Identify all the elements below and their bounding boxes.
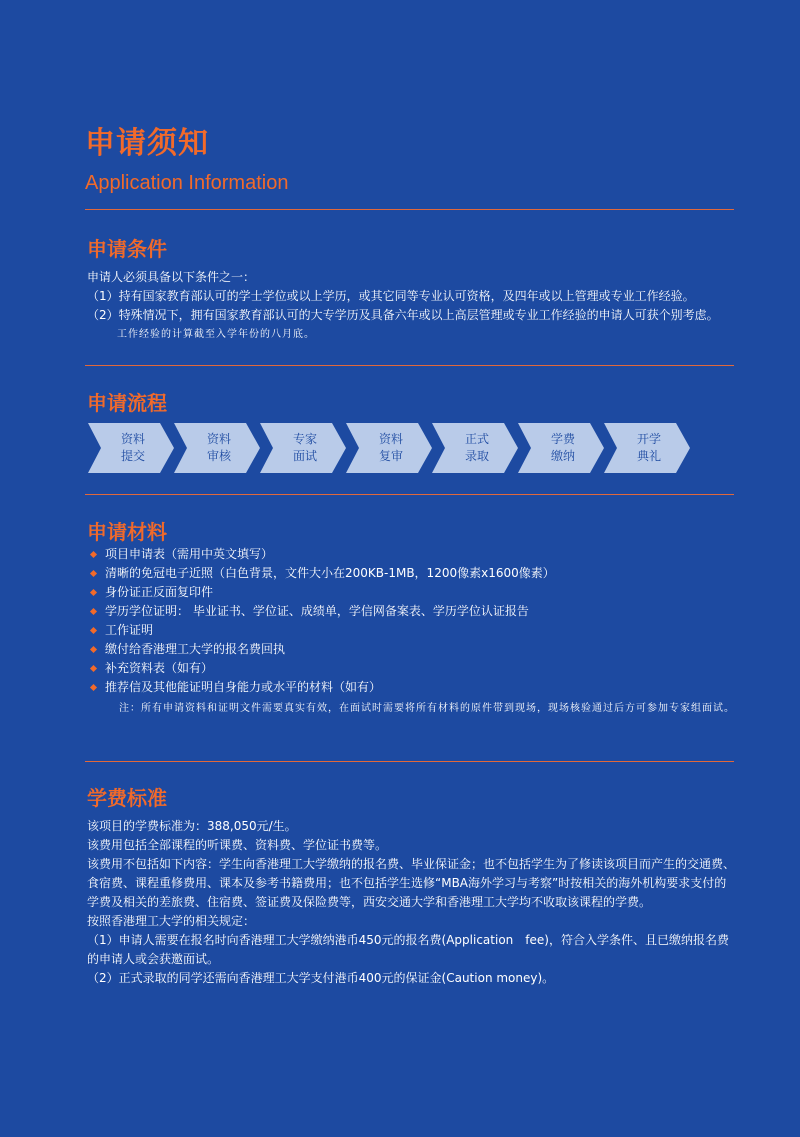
page-title: 申请须知 — [85, 126, 209, 161]
list-item: 工作证明 — [89, 621, 739, 640]
bullet-icon — [90, 608, 97, 615]
list-item: 推荐信及其他能证明自身能力或水平的材料（如有） — [89, 678, 739, 697]
tuition-line: 该费用不包括如下内容：学生向香港理工大学缴纳的报名费、毕业保证金；也不包括学生为了修读该项目而产生的交通费、食宿费、课程重修费用、课本及参考书籍费用；也不包括学生选修“MBA海外学习与考察”时按相关的海外机构要求支付的学费及相关的差旅费、住宿费、签证费及保险费等，西安交通大学和香港理工大学均不收取该课程的学费。 — [87, 857, 736, 909]
bullet-icon — [90, 589, 97, 596]
conditions-intro: 申请人必须具备以下条件之一： — [87, 270, 256, 284]
bullet-icon — [90, 646, 97, 653]
process-flow — [88, 423, 698, 473]
bullet-icon — [90, 684, 97, 691]
process-step: 学费 缴纳 — [550, 432, 575, 463]
section-title-tuition: 学费标准 — [87, 786, 167, 810]
section-title-conditions: 申请条件 — [87, 237, 167, 261]
list-item: 补充资料表（如有） — [89, 659, 739, 678]
process-step: 专家 面试 — [292, 432, 317, 463]
materials-note: 注：所有申请资料和证明文件需要真实有效，在面试时需要将所有材料的原件带到现场，现场核验通过后方可参加专家组面试。 — [119, 703, 735, 714]
process-step: 资料 复审 — [378, 432, 403, 463]
condition-item: （1）持有国家教育部认可的学士学位或以上学历，或其它同等专业认可资格，及四年或以上管理或专业工作经验。 — [87, 289, 695, 303]
tuition-line: 按照香港理工大学的相关规定： — [87, 914, 256, 928]
bullet-icon — [90, 627, 97, 634]
process-step: 资料 审核 — [206, 432, 231, 463]
list-item: 项目申请表（需用中英文填写） — [89, 545, 739, 564]
section-title-process: 申请流程 — [87, 391, 167, 415]
tuition-line: 该项目的学费标准为：388,050元/生。 — [87, 819, 297, 833]
divider — [85, 494, 734, 495]
section-title-materials: 申请材料 — [87, 520, 167, 544]
tuition-line: 该费用包括全部课程的听课费、资料费、学位证书费等。 — [87, 838, 388, 852]
tuition-body — [87, 817, 735, 988]
page-subtitle: Application Information — [85, 172, 289, 194]
materials-list — [89, 545, 739, 697]
process-step: 资料 提交 — [120, 432, 145, 463]
bullet-icon — [90, 570, 97, 577]
bullet-icon — [90, 665, 97, 672]
process-step: 开学 典礼 — [636, 432, 661, 463]
list-item: 学历学位证明： 毕业证书、学位证、成绩单，学信网备案表、学历学位认证报告 — [89, 602, 739, 621]
bullet-icon — [90, 551, 97, 558]
divider — [85, 761, 734, 762]
conditions-note: 工作经验的计算截至入学年份的八月底。 — [117, 329, 315, 340]
divider — [85, 365, 734, 366]
tuition-line: （1）申请人需要在报名时向香港理工大学缴纳港币450元的报名费(Application fee)，符合入学条件、且已缴纳报名费的申请人或会获邀面试。 — [87, 933, 729, 966]
conditions-body — [87, 268, 737, 344]
list-item: 清晰的免冠电子近照（白色背景，文件大小在200KB-1MB，1200像素x1600像素） — [89, 564, 739, 583]
list-item: 身份证正反面复印件 — [89, 583, 739, 602]
divider — [85, 209, 734, 210]
tuition-line: （2）正式录取的同学还需向香港理工大学支付港币400元的保证金(Caution money)。 — [87, 971, 555, 985]
process-step: 正式 录取 — [464, 432, 489, 463]
list-item: 缴付给香港理工大学的报名费回执 — [89, 640, 739, 659]
condition-item: （2）特殊情况下，拥有国家教育部认可的大专学历及具备六年或以上高层管理或专业工作经验的申请人可获个别考虑。 — [87, 308, 719, 322]
materials-body — [89, 545, 739, 719]
